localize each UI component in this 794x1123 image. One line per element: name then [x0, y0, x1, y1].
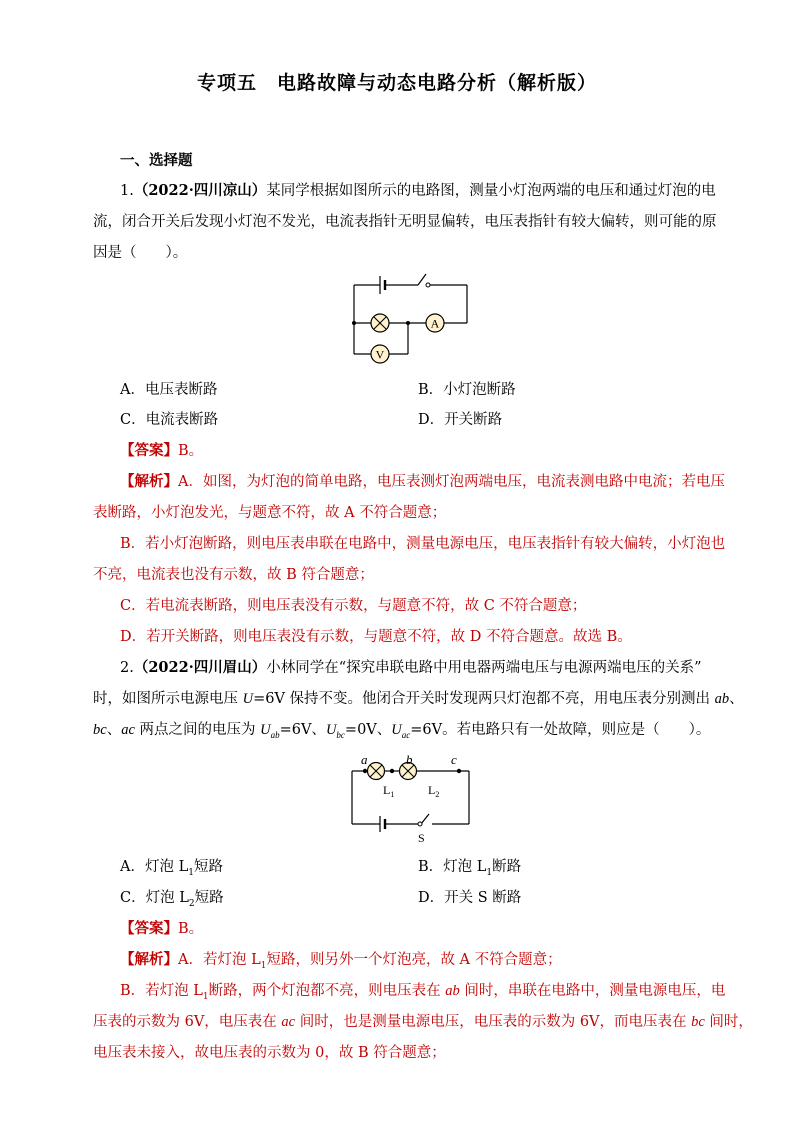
q2-explanation-line4: 电压表未接入，故电压表的示数为 0，故 B 符合题意； [93, 1045, 446, 1061]
q2-stem-var-bc: bc [93, 722, 107, 738]
q2-stem-line1 [120, 658, 702, 678]
q1-stem-line2: 流，闭合开关后发现小灯泡不发光，电流表指针无明显偏转，电压表指针有较大偏转，则可能的原 [93, 214, 717, 230]
q2-exp3-text: 压表的示数为 6V，电压表在 [93, 1014, 282, 1030]
q2-uab-value: =6V、 [279, 722, 326, 738]
q2-option-b [418, 857, 521, 883]
q2-exp2-var-ab: ab [445, 983, 460, 999]
q2-exp1-text: A．若灯泡 L [178, 952, 261, 968]
q2-exp2-text: B．若灯泡 L [120, 983, 203, 999]
q2-stem-text2b: =6V 保持不变。他闭合开关时发现两只灯泡都不亮，用电压表分别测出 [253, 691, 715, 707]
q2-number: 2. [120, 660, 134, 676]
q1-answer-value: B。 [178, 443, 204, 459]
q2-stem-line2 [93, 689, 744, 709]
q2-answer-value: B。 [178, 921, 204, 937]
q2-uac-sub: ac [401, 729, 411, 740]
q2-option-c-text: C．灯泡 L [120, 890, 189, 906]
q2-uab-sub: ab [270, 729, 280, 740]
q1-explanation-line5: C．若电流表断路，则电压表没有示数，与题意不符，故 C 不符合题意； [120, 598, 587, 614]
q1-stem-line1 [120, 181, 716, 201]
q1-number: 1. [120, 183, 134, 199]
q2-option-a-text: A．灯泡 L [120, 859, 189, 875]
q2-explanation-line2 [120, 981, 725, 1007]
q2-option-a-sub: 1 [188, 867, 194, 878]
q1-option-a: A．电压表断路 [120, 382, 218, 398]
q2-stem-var-u: U [242, 691, 254, 707]
q2-point-c: c [451, 752, 457, 767]
q1-stem-line3: 因是（ ）。 [93, 245, 188, 261]
q1-option-b: B．小灯泡断路 [418, 382, 516, 398]
q1-explanation-line6: D．若开关断路，则电压表没有示数，与题意不符，故 D 不符合题意。故选 B。 [120, 629, 632, 645]
q2-option-c-sub: 2 [188, 898, 195, 909]
q2-point-a: a [361, 752, 368, 767]
q2-exp3-text3: 间时， [704, 1014, 753, 1030]
q2-explanation-line3 [93, 1012, 753, 1032]
q1-source: （2022·四川凉山） [133, 182, 267, 199]
q2-uab-symbol: U [260, 722, 271, 738]
q2-lamp-l1-icon [368, 763, 385, 780]
q2-explanation-label: 【解析】 [120, 951, 178, 968]
q1-stem-text1: 某同学根据如图所示的电路图，测量小灯泡两端的电压和通过灯泡的电 [266, 183, 716, 199]
q2-ubc-symbol: U [325, 722, 337, 738]
q2-uac-value: =6V。若电路只有一处故障，则应是（ ）。 [410, 722, 711, 738]
q1-voltmeter-label: V [375, 347, 385, 362]
q1-answer-label: 【答案】 [120, 442, 178, 459]
q2-answer-label: 【答案】 [120, 920, 178, 937]
q2-answer [120, 919, 203, 939]
q2-exp3-var-bc: bc [691, 1014, 705, 1030]
q2-exp3-text2: 间时，也是测量电源电压，电压表的示数为 6V，而电压表在 [295, 1014, 692, 1030]
page-title: 专项五 电路故障与动态电路分析（解析版） [196, 72, 597, 94]
q2-option-b-text2: 断路 [492, 859, 522, 875]
q2-explanation-line1 [120, 950, 562, 976]
q2-label-l2: $L_2$ [428, 783, 440, 799]
q2-uac-symbol: U [391, 722, 402, 738]
q2-stem-text1: 小林同学在“探究串联电路中用电器两端电压与电源两端电压的关系” [266, 660, 702, 676]
q1-ammeter-label: A [430, 316, 440, 331]
section-heading: 一、选择题 [120, 152, 193, 169]
q1-lamp-icon [371, 314, 389, 332]
q2-stem-text2c: 、 [729, 691, 744, 707]
q2-option-d: D．开关 S 断路 [418, 890, 522, 906]
q2-exp2-text2: 断路，两个灯泡都不亮，则电压表在 [208, 983, 446, 999]
q2-stem-text3d: 两点之间的电压为 [134, 722, 261, 738]
q2-option-b-sub: 1 [486, 867, 493, 878]
q2-exp2-text3: 间时，串联在电路中，测量电源电压，电 [459, 983, 726, 999]
q2-stem-var-ab: ab [714, 691, 730, 707]
q1-option-d: D．开关断路 [418, 412, 503, 428]
q1-explanation-line4: 不亮，电流表也没有示数，故 B 符合题意； [93, 567, 374, 583]
q2-stem-sep: 、 [106, 722, 122, 738]
q2-point-b: b [406, 752, 413, 767]
q2-stem-var-ac: ac [121, 722, 135, 738]
q1-explanation-line3: B．若小灯泡断路，则电压表串联在电路中，测量电源电压，电压表指针有较大偏转，小灯泡也 [120, 536, 726, 552]
q2-exp1-sub: 1 [260, 960, 267, 971]
q2-option-c [120, 888, 224, 914]
q2-exp2-sub: 1 [202, 991, 209, 1002]
q2-stem-line3 [93, 720, 710, 745]
q2-exp1-text2: 短路，则另外一个灯泡亮，故 A 不符合题意； [266, 952, 562, 968]
q1-answer [120, 441, 203, 461]
q2-label-l1: $L_1$ [383, 783, 395, 799]
q2-ubc-sub: bc [336, 729, 345, 740]
q2-stem-text2a: 时，如图所示电源电压 [93, 691, 243, 707]
q2-circuit-diagram [340, 752, 480, 847]
q2-option-b-text: B．灯泡 L [418, 859, 487, 875]
q2-exp3-var-ac: ac [281, 1014, 296, 1030]
q2-source: （2022·四川眉山） [133, 659, 267, 676]
q1-circuit-diagram [340, 272, 480, 372]
q1-option-c: C．电流表断路 [120, 412, 219, 428]
q1-explanation-label: 【解析】 [120, 473, 178, 490]
q2-label-switch: S [418, 831, 425, 845]
q2-ubc-value: =0V、 [344, 722, 392, 738]
q2-option-a-text2: 短路 [193, 859, 223, 875]
q1-explanation-text1: A．如图，为灯泡的简单电路，电压表测灯泡两端电压，电流表测电路中电流；若电压 [178, 474, 725, 490]
q2-option-c-text2: 短路 [194, 890, 224, 906]
q2-option-a [120, 857, 223, 883]
q1-explanation-line2: 表断路，小灯泡发光，与题意不符，故 A 不符合题意； [93, 505, 447, 521]
q1-explanation-line1 [120, 472, 725, 492]
